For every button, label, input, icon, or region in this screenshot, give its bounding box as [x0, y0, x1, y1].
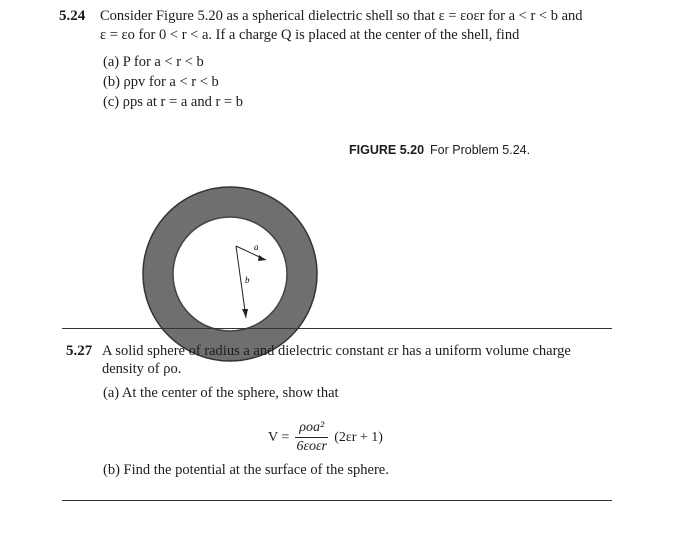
inner-cavity-a — [173, 217, 287, 331]
label-a: a — [254, 242, 259, 252]
problem-number-5-27: 5.27 — [66, 343, 93, 359]
figure-caption-text: For Problem 5.24. — [430, 143, 531, 157]
problem-5-24-line-1: Consider Figure 5.20 as a spherical dielectric shell so that ε = εoεr for a < r < b and — [100, 8, 583, 24]
problem-5-27-line-2: density of ρo. — [102, 361, 182, 377]
problem-number-5-24: 5.24 — [59, 8, 86, 24]
potential-formula — [268, 420, 383, 455]
separator-rule-bottom — [62, 500, 612, 501]
problem-5-27-line-1: A solid sphere of radius a and dielectric constant εr has a uniform volume charge — [102, 343, 571, 359]
figure-label: FIGURE 5.20 — [349, 143, 425, 157]
problem-5-27-part-a: (a) At the center of the sphere, show that — [103, 385, 339, 401]
problem-5-24-part-b: (b) ρpv for a < r < b — [103, 74, 219, 90]
problem-5-24-part-c: (c) ρps at r = a and r = b — [103, 94, 243, 110]
formula-fraction — [295, 420, 328, 455]
formula-denominator: 6εoεr — [296, 439, 327, 454]
formula-numerator: ρoa² — [295, 420, 328, 438]
formula-lhs: V = — [268, 429, 290, 445]
label-b: b — [245, 275, 250, 285]
problem-5-24-line-2: ε = εo for 0 < r < a. If a charge Q is placed at the center of the shell, find — [100, 27, 520, 43]
figure-caption — [349, 143, 530, 157]
separator-rule-top — [62, 328, 612, 329]
problem-5-24-part-a: (a) P for a < r < b — [103, 54, 204, 70]
problem-5-27-part-b: (b) Find the potential at the surface of the sphere. — [103, 462, 389, 478]
spherical-shell-figure — [142, 186, 318, 362]
formula-rhs: (2εr + 1) — [334, 429, 383, 445]
